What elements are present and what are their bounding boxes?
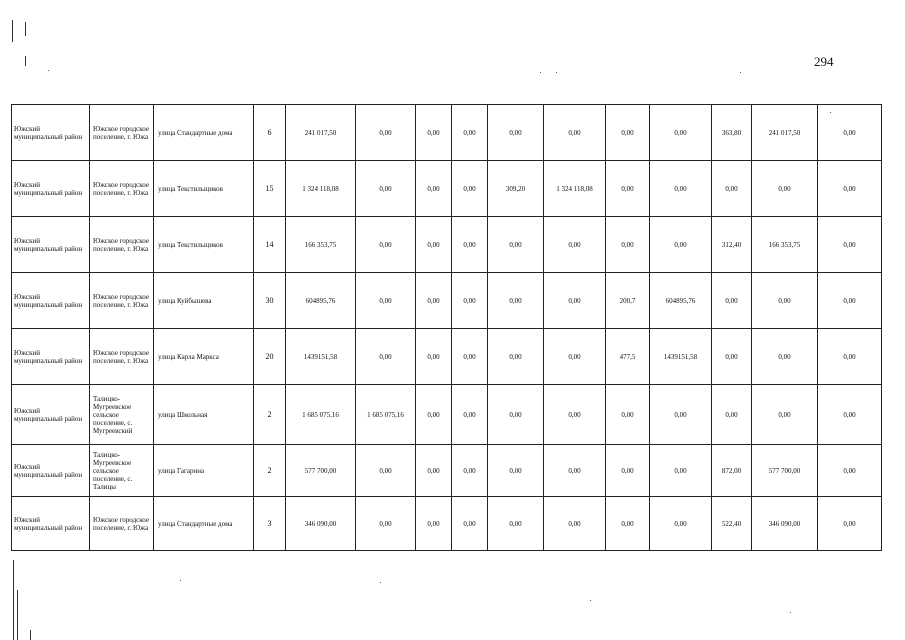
value-cell: 0,00 <box>416 329 452 385</box>
value-cell: 1 685 075,16 <box>356 385 416 445</box>
count-cell: 3 <box>254 497 286 551</box>
table-row <box>12 217 882 273</box>
value-cell: 0,00 <box>544 329 606 385</box>
street-cell: улица Карла Маркса <box>154 329 254 385</box>
value-cell: 0,00 <box>452 385 488 445</box>
table-row <box>12 497 882 551</box>
scan-mark <box>25 56 26 66</box>
value-cell: 0,00 <box>544 385 606 445</box>
scan-dot <box>540 72 541 73</box>
value-cell: 0,00 <box>752 329 818 385</box>
value-cell: 0,00 <box>606 217 650 273</box>
scan-dot <box>590 600 591 601</box>
scan-mark <box>13 560 14 640</box>
value-cell: 0,00 <box>416 497 452 551</box>
value-cell: 1439151,58 <box>286 329 356 385</box>
value-cell: 241 017,50 <box>752 105 818 161</box>
value-cell: 0,00 <box>818 161 882 217</box>
value-cell: 0,00 <box>356 273 416 329</box>
settlement-cell: Талицко-Мугреевское сельское поселение, с. Мугреевский <box>90 385 154 445</box>
value-cell: 0,00 <box>452 217 488 273</box>
value-cell: 0,00 <box>544 273 606 329</box>
scan-dot <box>180 580 181 581</box>
count-cell: 2 <box>254 445 286 497</box>
settlement-cell: Южское городское поселение, г. Южа <box>90 161 154 217</box>
value-cell: 0,00 <box>488 105 544 161</box>
value-cell: 0,00 <box>544 217 606 273</box>
settlement-cell: Талицко-Мугреевское сельское поселение, с. Талицы <box>90 445 154 497</box>
value-cell: 0,00 <box>416 161 452 217</box>
value-cell: 0,00 <box>452 273 488 329</box>
settlement-cell: Южское городское поселение, г. Южа <box>90 273 154 329</box>
value-cell: 0,00 <box>416 385 452 445</box>
value-cell: 0,00 <box>488 497 544 551</box>
value-cell: 604895,76 <box>650 273 712 329</box>
value-cell: 0,00 <box>416 217 452 273</box>
value-cell: 0,00 <box>356 161 416 217</box>
value-cell: 241 017,50 <box>286 105 356 161</box>
value-cell: 0,00 <box>650 445 712 497</box>
value-cell: 604895,76 <box>286 273 356 329</box>
value-cell: 0,00 <box>452 105 488 161</box>
value-cell: 200,7 <box>606 273 650 329</box>
value-cell: 0,00 <box>488 329 544 385</box>
district-cell: Южский муниципальный район <box>12 445 90 497</box>
district-cell: Южский муниципальный район <box>12 385 90 445</box>
district-cell: Южский муниципальный район <box>12 329 90 385</box>
value-cell: 577 700,00 <box>286 445 356 497</box>
count-cell: 6 <box>254 105 286 161</box>
settlement-cell: Южское городское поселение, г. Южа <box>90 217 154 273</box>
value-cell: 0,00 <box>488 385 544 445</box>
district-cell: Южский муниципальный район <box>12 161 90 217</box>
district-cell: Южский муниципальный район <box>12 105 90 161</box>
value-cell: 0,00 <box>356 445 416 497</box>
value-cell: 0,00 <box>752 161 818 217</box>
value-cell: 0,00 <box>416 105 452 161</box>
table-row <box>12 445 882 497</box>
value-cell: 166 353,75 <box>752 217 818 273</box>
value-cell: 1 324 118,08 <box>286 161 356 217</box>
scan-dot <box>380 582 381 583</box>
value-cell: 0,00 <box>818 329 882 385</box>
street-cell: улица Куйбышева <box>154 273 254 329</box>
value-cell: 0,00 <box>818 445 882 497</box>
count-cell: 30 <box>254 273 286 329</box>
value-cell: 0,00 <box>606 445 650 497</box>
value-cell: 0,00 <box>452 445 488 497</box>
value-cell: 0,00 <box>606 385 650 445</box>
value-cell: 0,00 <box>416 445 452 497</box>
street-cell: улица Текстильщиков <box>154 161 254 217</box>
value-cell: 0,00 <box>818 105 882 161</box>
value-cell: 477,5 <box>606 329 650 385</box>
value-cell: 872,00 <box>712 445 752 497</box>
scan-dot <box>790 612 791 613</box>
street-cell: улица Текстильщиков <box>154 217 254 273</box>
value-cell: 0,00 <box>356 105 416 161</box>
value-cell: 0,00 <box>488 445 544 497</box>
value-cell: 346 090,00 <box>286 497 356 551</box>
count-cell: 20 <box>254 329 286 385</box>
count-cell: 15 <box>254 161 286 217</box>
value-cell: 0,00 <box>356 217 416 273</box>
value-cell: 1 324 118,08 <box>544 161 606 217</box>
value-cell: 0,00 <box>488 217 544 273</box>
value-cell: 346 090,00 <box>752 497 818 551</box>
district-cell: Южский муниципальный район <box>12 217 90 273</box>
value-cell: 0,00 <box>818 217 882 273</box>
value-cell: 0,00 <box>818 497 882 551</box>
street-cell: улица Школьная <box>154 385 254 445</box>
count-cell: 14 <box>254 217 286 273</box>
value-cell: 0,00 <box>544 497 606 551</box>
table-row <box>12 105 882 161</box>
street-cell: улица Стандартные дома <box>154 105 254 161</box>
district-cell: Южский муниципальный район <box>12 497 90 551</box>
value-cell: 0,00 <box>650 161 712 217</box>
value-cell: 312,40 <box>712 217 752 273</box>
value-cell: 0,00 <box>650 497 712 551</box>
value-cell: 0,00 <box>650 105 712 161</box>
table-row <box>12 273 882 329</box>
value-cell: 0,00 <box>452 497 488 551</box>
value-cell: 0,00 <box>818 385 882 445</box>
table-row <box>12 161 882 217</box>
value-cell: 363,80 <box>712 105 752 161</box>
value-cell: 309,20 <box>488 161 544 217</box>
value-cell: 0,00 <box>712 273 752 329</box>
value-cell: 0,00 <box>416 273 452 329</box>
housing-registry-table <box>11 104 882 551</box>
value-cell: 0,00 <box>356 329 416 385</box>
street-cell: улица Стандартные дома <box>154 497 254 551</box>
count-cell: 2 <box>254 385 286 445</box>
street-cell: улица Гагарина <box>154 445 254 497</box>
value-cell: 0,00 <box>606 105 650 161</box>
value-cell: 0,00 <box>712 385 752 445</box>
value-cell: 577 700,00 <box>752 445 818 497</box>
value-cell: 522,40 <box>712 497 752 551</box>
value-cell: 0,00 <box>544 445 606 497</box>
value-cell: 0,00 <box>452 329 488 385</box>
settlement-cell: Южское городское поселение, г. Южа <box>90 105 154 161</box>
scan-mark <box>17 590 18 640</box>
value-cell: 0,00 <box>712 161 752 217</box>
district-cell: Южский муниципальный район <box>12 273 90 329</box>
value-cell: 1439151,58 <box>650 329 712 385</box>
value-cell: 0,00 <box>752 273 818 329</box>
value-cell: 0,00 <box>544 105 606 161</box>
page-number: 294 <box>814 54 834 69</box>
value-cell: 1 685 075,16 <box>286 385 356 445</box>
value-cell: 166 353,75 <box>286 217 356 273</box>
value-cell: 0,00 <box>488 273 544 329</box>
table-row <box>12 329 882 385</box>
scan-mark <box>25 22 26 36</box>
value-cell: 0,00 <box>356 497 416 551</box>
value-cell: 0,00 <box>606 161 650 217</box>
settlement-cell: Южское городское поселение, г. Южа <box>90 497 154 551</box>
scan-dot <box>740 72 741 73</box>
scan-mark <box>30 630 31 640</box>
value-cell: 0,00 <box>650 217 712 273</box>
scan-dot <box>48 70 49 71</box>
value-cell: 0,00 <box>752 385 818 445</box>
scan-mark <box>12 20 13 42</box>
value-cell: 0,00 <box>650 385 712 445</box>
scan-dot <box>556 72 557 73</box>
table-row <box>12 385 882 445</box>
value-cell: 0,00 <box>712 329 752 385</box>
value-cell: 0,00 <box>452 161 488 217</box>
value-cell: 0,00 <box>606 497 650 551</box>
value-cell: 0,00 <box>818 273 882 329</box>
settlement-cell: Южское городское поселение, г. Южа <box>90 329 154 385</box>
